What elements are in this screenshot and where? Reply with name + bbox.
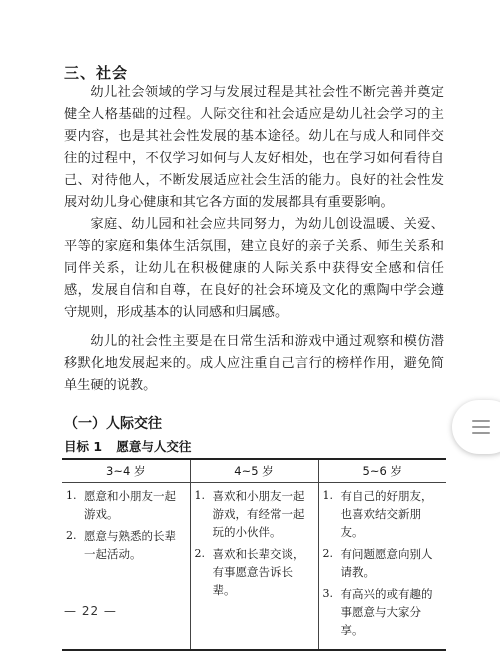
goal-label: 目标 1 [64, 439, 103, 454]
table-header-row [62, 459, 446, 483]
list-item: 2. 喜欢和长辈交谈，有事愿意告诉长辈。 [194, 547, 305, 597]
header-age-3-4: 3~4 岁 [62, 459, 190, 483]
cell-age-3-4 [62, 483, 190, 651]
list-item: 2. 有问题愿意向别人请教。 [322, 547, 433, 579]
paragraph-1: 幼儿社会领域的学习与发展过程是其社会性不断完善并奠定健全人格基础的过程。人际交往和社会适应是幼儿社会学习的主要内容，也是其社会性发展的基本途径。幼儿在与成人和同伴交往的过程中，不仅学习如何与人友好相处，也在学习如何看待自己、对待他人，不断发展适应社会生活的能力。良好的社会性发展对幼儿身心健康和其它各方面的发展都具有重要影响。 [64, 85, 444, 210]
subsection-heading: （一）人际交往 [64, 416, 162, 432]
side-menu-button[interactable] [452, 400, 500, 454]
list-item: 1. 喜欢和小朋友一起游戏，有经常一起玩的小伙伴。 [194, 489, 305, 539]
cell-age-4-5 [190, 483, 318, 651]
cell-age-5-6 [318, 483, 446, 651]
paragraph-3: 幼儿的社会性主要是在日常生活和游戏中通过观察和模仿潜移默化地发展起来的。成人应注重自己言行的榜样作用，避免简单生硬的说教。 [64, 334, 444, 393]
goal-title: 愿意与人交往 [116, 439, 192, 454]
list-item: 2. 愿意与熟悉的长辈一起活动。 [66, 529, 176, 561]
list-item: 1. 有自己的好朋友，也喜欢结交新朋友。 [322, 489, 433, 539]
list-item: 1. 愿意和小朋友一起游戏。 [66, 489, 176, 521]
list-item: 3. 有高兴的或有趣的事愿意与大家分享。 [322, 587, 433, 637]
page-number: — 22 — [64, 604, 117, 618]
menu-lines-icon [472, 419, 490, 435]
goals-table [62, 458, 446, 651]
header-age-4-5: 4~5 岁 [190, 459, 318, 483]
goal-heading [64, 437, 191, 455]
paragraph-2: 家庭、幼儿园和社会应共同努力，为幼儿创设温暖、关爱、平等的家庭和集体生活氛围，建立良好的亲子关系、师生关系和同伴关系，让幼儿在积极健康的人际关系中获得安全感和信任感，发展自信和自尊，在良好的社会环境及文化的熏陶中学会遵守规则，形成基本的认同感和归属感。 [64, 217, 444, 320]
header-age-5-6: 5~6 岁 [318, 459, 446, 483]
table-row [62, 483, 446, 651]
section-heading: 三、社会 [64, 64, 129, 82]
